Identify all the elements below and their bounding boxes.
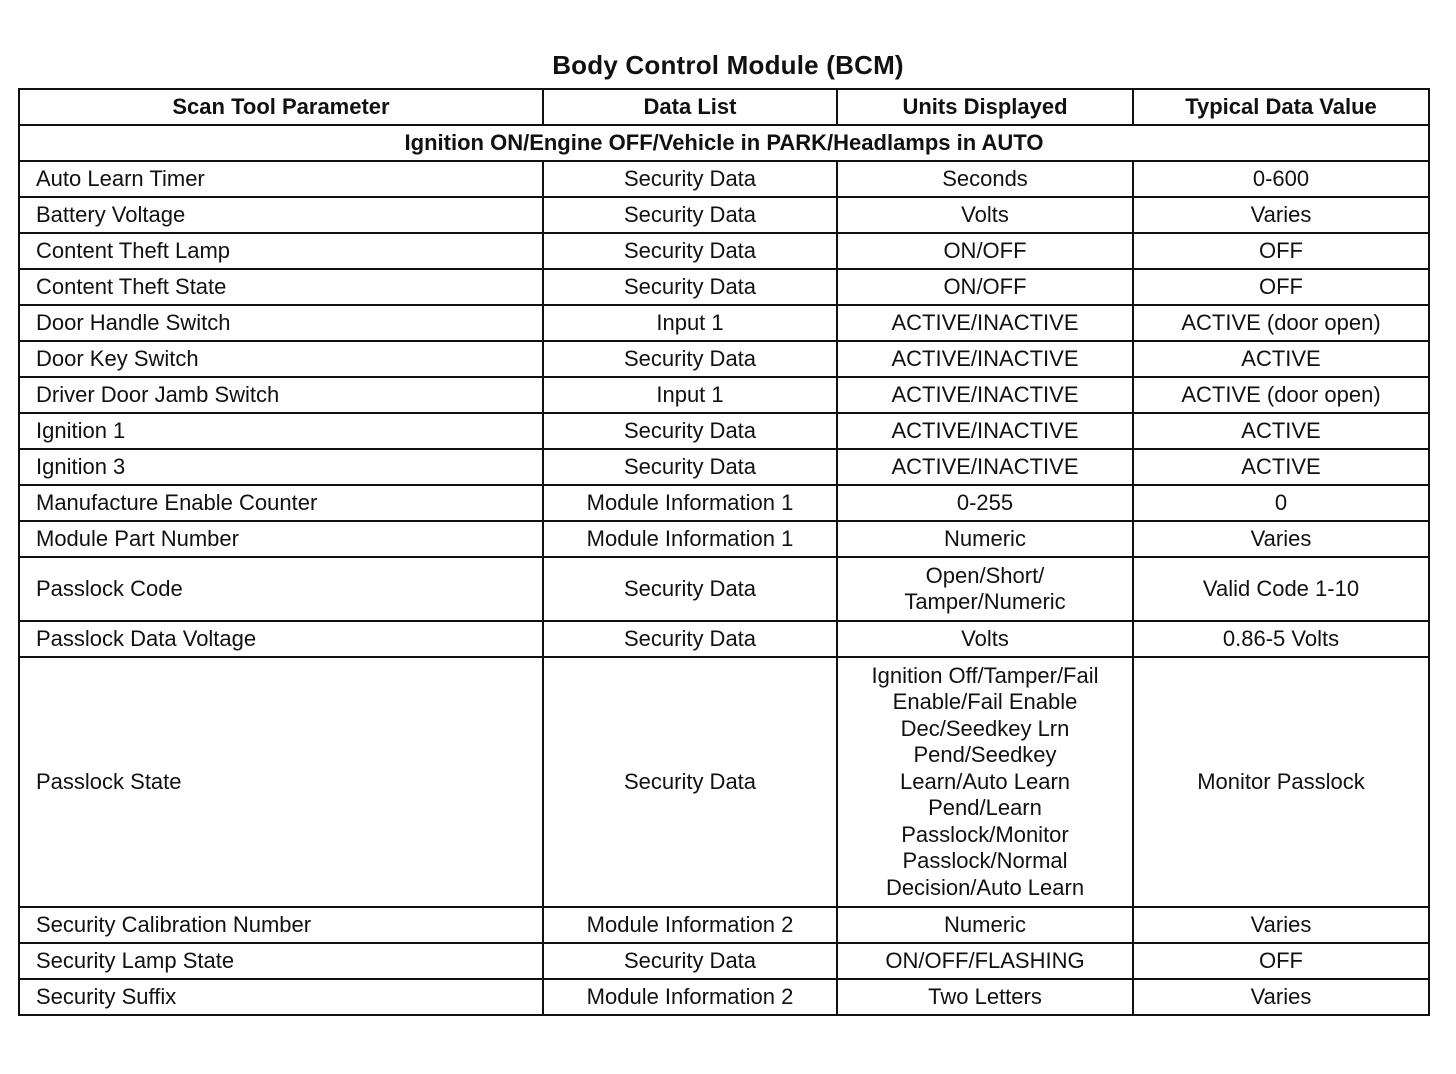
units-line: Pend/Seedkey — [913, 742, 1057, 768]
cell-parameter: Driver Door Jamb Switch — [19, 377, 543, 413]
units-line: Learn/Auto Learn — [899, 768, 1071, 794]
cell-parameter: Content Theft Lamp — [19, 233, 543, 269]
cell-parameter: Auto Learn Timer — [19, 161, 543, 197]
cell-units: ACTIVE/INACTIVE — [837, 305, 1133, 341]
cell-data-list: Module Information 1 — [543, 521, 837, 557]
cell-units: Volts — [837, 621, 1133, 657]
cell-units: ON/OFF/FLASHING — [837, 943, 1133, 979]
table-row — [19, 485, 1429, 521]
cell-typical-value: Varies — [1133, 907, 1429, 943]
cell-typical-value: ACTIVE — [1133, 341, 1429, 377]
cell-parameter: Battery Voltage — [19, 197, 543, 233]
cell-data-list: Security Data — [543, 233, 837, 269]
cell-parameter: Passlock Data Voltage — [19, 621, 543, 657]
table-row — [19, 657, 1429, 907]
table-row — [19, 557, 1429, 621]
bcm-data-table — [18, 88, 1430, 1016]
cell-units: Seconds — [837, 161, 1133, 197]
cell-data-list: Security Data — [543, 197, 837, 233]
cell-units — [837, 657, 1133, 907]
units-line: Passlock/Monitor — [901, 821, 1069, 847]
cell-units: ACTIVE/INACTIVE — [837, 341, 1133, 377]
table-row — [19, 979, 1429, 1015]
table-row — [19, 943, 1429, 979]
cell-typical-value: Varies — [1133, 521, 1429, 557]
table-row — [19, 233, 1429, 269]
header-row — [19, 89, 1429, 125]
cell-typical-value: Varies — [1133, 197, 1429, 233]
column-header-data-list: Data List — [543, 89, 837, 125]
cell-typical-value: 0.86-5 Volts — [1133, 621, 1429, 657]
cell-parameter: Security Suffix — [19, 979, 543, 1015]
cell-units — [837, 557, 1133, 621]
cell-typical-value: Valid Code 1-10 — [1133, 557, 1429, 621]
table-row — [19, 269, 1429, 305]
cell-units: Numeric — [837, 907, 1133, 943]
cell-units: ON/OFF — [837, 233, 1133, 269]
cell-units: Two Letters — [837, 979, 1133, 1015]
cell-data-list: Security Data — [543, 413, 837, 449]
units-line: Decision/Auto Learn — [885, 874, 1085, 900]
table-row — [19, 341, 1429, 377]
cell-typical-value: Varies — [1133, 979, 1429, 1015]
cell-data-list: Input 1 — [543, 377, 837, 413]
cell-typical-value: ACTIVE — [1133, 449, 1429, 485]
cell-data-list: Security Data — [543, 621, 837, 657]
units-line: Open/Short/ — [925, 562, 1045, 588]
table-row — [19, 521, 1429, 557]
cell-data-list: Module Information 1 — [543, 485, 837, 521]
cell-parameter: Content Theft State — [19, 269, 543, 305]
cell-parameter: Security Lamp State — [19, 943, 543, 979]
cell-typical-value: Monitor Passlock — [1133, 657, 1429, 907]
column-header-typical-data-value: Typical Data Value — [1133, 89, 1429, 125]
table-row — [19, 907, 1429, 943]
cell-typical-value: ACTIVE — [1133, 413, 1429, 449]
cell-parameter: Passlock Code — [19, 557, 543, 621]
cell-parameter: Module Part Number — [19, 521, 543, 557]
section-row — [19, 125, 1429, 161]
cell-typical-value: ACTIVE (door open) — [1133, 377, 1429, 413]
units-line: Passlock/Normal — [902, 848, 1068, 874]
cell-data-list: Input 1 — [543, 305, 837, 341]
cell-data-list: Security Data — [543, 341, 837, 377]
cell-parameter: Passlock State — [19, 657, 543, 907]
units-line: Pend/Learn — [928, 795, 1042, 821]
table-row — [19, 449, 1429, 485]
cell-data-list: Security Data — [543, 657, 837, 907]
section-condition: Ignition ON/Engine OFF/Vehicle in PARK/Headlamps in AUTO — [19, 125, 1429, 161]
cell-typical-value: OFF — [1133, 943, 1429, 979]
cell-units: ACTIVE/INACTIVE — [837, 377, 1133, 413]
cell-typical-value: 0 — [1133, 485, 1429, 521]
table-row — [19, 413, 1429, 449]
cell-data-list: Security Data — [543, 449, 837, 485]
cell-typical-value: ACTIVE (door open) — [1133, 305, 1429, 341]
table-row — [19, 197, 1429, 233]
units-line: Dec/Seedkey Lrn — [900, 715, 1070, 741]
cell-typical-value: 0-600 — [1133, 161, 1429, 197]
page-title: Body Control Module (BCM) — [552, 50, 904, 80]
cell-units: 0-255 — [837, 485, 1133, 521]
cell-data-list: Security Data — [543, 161, 837, 197]
cell-parameter: Manufacture Enable Counter — [19, 485, 543, 521]
table-row — [19, 161, 1429, 197]
cell-data-list: Module Information 2 — [543, 907, 837, 943]
table-row — [19, 377, 1429, 413]
cell-units: ON/OFF — [837, 269, 1133, 305]
units-line: Tamper/Numeric — [904, 589, 1066, 614]
table-row — [19, 305, 1429, 341]
cell-data-list: Security Data — [543, 557, 837, 621]
column-header-units-displayed: Units Displayed — [837, 89, 1133, 125]
cell-parameter: Door Handle Switch — [19, 305, 543, 341]
cell-parameter: Ignition 1 — [19, 413, 543, 449]
cell-units: Numeric — [837, 521, 1133, 557]
cell-data-list: Security Data — [543, 269, 837, 305]
cell-typical-value: OFF — [1133, 233, 1429, 269]
cell-data-list: Module Information 2 — [543, 979, 837, 1015]
cell-typical-value: OFF — [1133, 269, 1429, 305]
cell-parameter: Security Calibration Number — [19, 907, 543, 943]
units-line: Ignition Off/Tamper/Fail — [871, 662, 1099, 688]
cell-parameter: Door Key Switch — [19, 341, 543, 377]
table-row — [19, 621, 1429, 657]
cell-units: Volts — [837, 197, 1133, 233]
cell-parameter: Ignition 3 — [19, 449, 543, 485]
cell-data-list: Security Data — [543, 943, 837, 979]
column-header-scan-tool-parameter: Scan Tool Parameter — [19, 89, 543, 125]
cell-units: ACTIVE/INACTIVE — [837, 413, 1133, 449]
cell-units: ACTIVE/INACTIVE — [837, 449, 1133, 485]
units-line: Enable/Fail Enable — [892, 689, 1078, 715]
